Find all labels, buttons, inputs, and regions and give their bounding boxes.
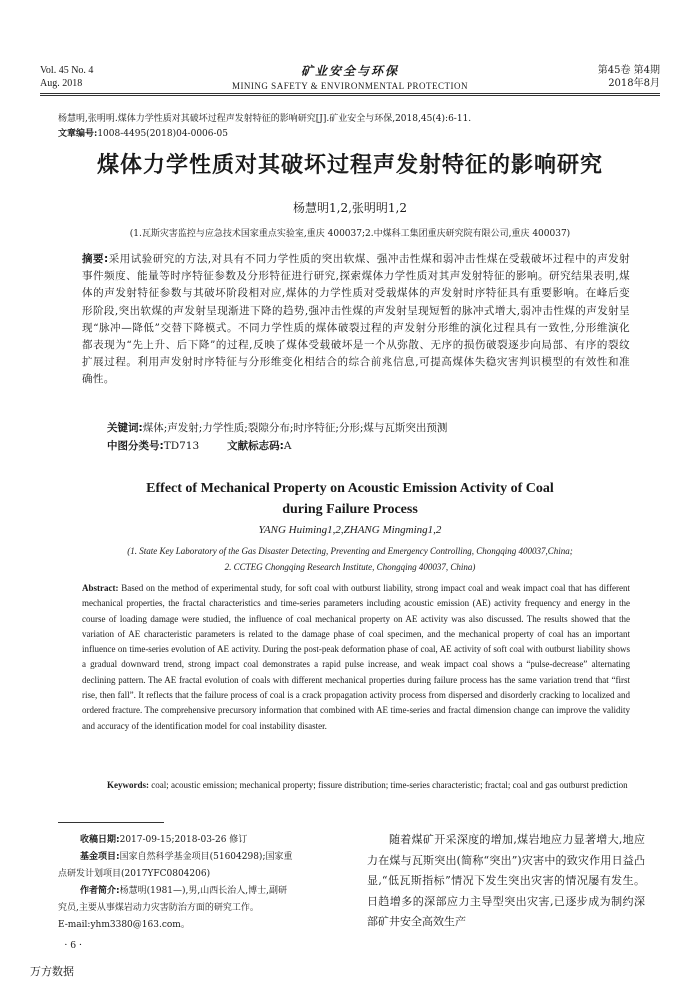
header-right [598,64,660,90]
received-date [58,832,334,849]
article-number-value: 1008-4495(2018)04-0006-05 [97,129,228,139]
author-bio [58,883,334,900]
bio-label: 作者简介: [80,886,120,896]
header-left [40,64,93,90]
citation: 杨慧明,张明明.煤体力学性质对其破坏过程声发射特征的影响研究[J].矿业安全与环保,2018,45(4):6-11. [58,114,472,124]
affiliation-en [60,543,640,575]
fund-label: 基金项目: [80,852,120,862]
page-number: · 6 · [64,939,83,951]
affiliation-en-line1: (1. State Key Laboratory of the Gas Disaster Detecting, Preventing and Emergency Controlling, Chongqing 400037,China; [127,546,573,556]
title-en-line1: Effect of Mechanical Property on Acoustic Emission Activity of Coal [146,481,554,496]
fund-line1: 国家自然科学基金项目(51604298);国家重 [119,852,293,862]
clc-value: TD713 [163,440,200,452]
date-cn: 2018年8月 [608,78,660,89]
fund [58,849,334,866]
doc-code-label: 文献标志码: [227,440,284,452]
abstract-en [82,581,630,734]
fund-line2: 点研发计划项目(2017YFC0804206) [58,869,211,879]
journal-name-en: MINING SAFETY & ENVIRONMENTAL PROTECTION [231,81,469,91]
abstract-cn-text: 采用试验研究的方法,对具有不同力学性质的突出软煤、强冲击性煤和弱冲击性煤在受载破坏过程中的声发射事件频度、能量等时序特征参数及分形特征进行研究,探索煤体力学性质对其声发射特征的影响。研究结果表明,煤体的声发射特征参数与其破坏阶段相对应,煤体的力学性质对受载煤体的声发射时序特征具有重要影响。在峰后变形阶段,突出软煤的声发射呈现渐进下降的趋势,强冲击性煤的声发射呈现短暂的脉冲式增大,弱冲击性煤的声发射呈现“脉冲—降低”交替下降模式。不同力学性质的煤体破裂过程的声发射分形维的演化过程具有一致性,分形维演化都表现为“先上升、后下降”的过程,反映了煤体受载破坏是一个从弥散、无序的损伤破裂逐步向局部、有序的裂纹扩展过程。利用声发射时序特征与分形维变化相结合的综合前兆信息,可提高煤体失稳灾害判识模型的有效性和准确性。 [82,253,630,386]
received-label: 收稿日期: [80,835,120,845]
bio-line1: 杨慧明(1981—),男,山西长治人,博士,副研 [119,886,287,896]
affiliation-en-line2: 2. CCTEG Chongqing Research Institute, Chongqing 400037, China) [224,562,476,572]
doc-code-value: A [283,440,292,452]
body-paragraph: 随着煤矿开采深度的增加,煤岩地应力显著增大,地应力在煤与瓦斯突出(简称“突出”)灾害中的致灾作用日益凸显,“低瓦斯指标”情况下发生突出灾害的情况屡有发生。日趋增多的深部应力主导型突出灾害,已逐步成为制约深部矿井安全高效生产 [367,833,645,928]
footnote [58,832,334,934]
classification [107,438,291,453]
authors-en: YANG Huiming1,2,ZHANG Mingming1,2 [258,524,442,536]
watermark: 万方数据 [30,965,74,978]
title-en-line2: during Failure Process [282,502,418,517]
keywords-en-label: Keywords: [107,780,149,790]
abstract-cn [82,251,630,389]
keywords-cn [107,420,447,435]
bio-line2: 究员,主要从事煤岩动力灾害防治方面的研究工作。 [58,903,259,913]
title-en [80,478,620,520]
email: E-mail:yhm3380@163.com。 [58,920,190,930]
header-rule [40,93,660,94]
header-rule-thin [40,95,660,96]
abstract-cn-label: 摘要: [82,253,109,265]
article-number [58,126,228,139]
clc-label: 中图分类号: [107,440,164,452]
received-value: 2017-09-15;2018-03-26 修订 [119,835,248,845]
footnote-rule [58,822,164,823]
article-number-label: 文章编号: [58,129,98,139]
abstract-en-label: Abstract: [82,583,119,593]
keywords-en [82,778,630,793]
keywords-cn-label: 关键词: [107,422,143,434]
volume-issue-en: Vol. 45 No. 4 [40,65,94,76]
keywords-en-text: coal; acoustic emission; mechanical property; fissure distribution; time-series characteristic; fractal; coal and gas outburst prediction [151,780,628,790]
authors-cn: 杨慧明1,2,张明明1,2 [293,201,407,215]
keywords-cn-text: 煤体;声发射;力学性质;裂隙分布;时序特征;分形;煤与瓦斯突出预测 [142,422,448,434]
affiliation-cn: (1.瓦斯灾害监控与应急技术国家重点实验室,重庆 400037;2.中煤科工集团重庆研究院有限公司,重庆 400037) [129,229,571,239]
volume-issue-cn: 第45卷 第4期 [597,65,660,76]
journal-name-cn: 矿业安全与环保 [300,64,399,78]
date-en: Aug. 2018 [40,78,83,89]
abstract-en-text: Based on the method of experimental study, for soft coal with outburst liability, strong impact coal and weak impact coal that has different mechanical properties, the fractal characteristics and time-series parameters including acoustic emission (AE) activity frequency and energy in the course of loading damage were studied, the influence of coal mechanical property on AE activity was also discussed. The results showed that the variation of AE characteristic parameters is related to the damage phase of coal specimen, and the mechanical property of coal has an important influence on time-series evolution of AE activity. During the post-peak deformation phase of coal, AE activity of soft coal with outburst liability shows a gradual downward trend, strong impact coal demonstrates a rapid pulse increase, and weak impact coal shows a “pulse-decrease” alternating declining pattern. The AE fractal evolution of coals with different mechanical properties during failure process has the same variation trend that “first rise, then fall”. It reflects that the failure process of coal is a crack propagation activity process from dispersed and disorderly cracking to localized and ordered fracture. The comprehensive precursory information that combined with AE time-series and fractal dimension change can improve the validity and accuracy of the identification model for coal instability disaster. [82,583,630,731]
title-cn: 煤体力学性质对其破坏过程声发射特征的影响研究 [96,153,603,178]
header-center [200,62,500,91]
